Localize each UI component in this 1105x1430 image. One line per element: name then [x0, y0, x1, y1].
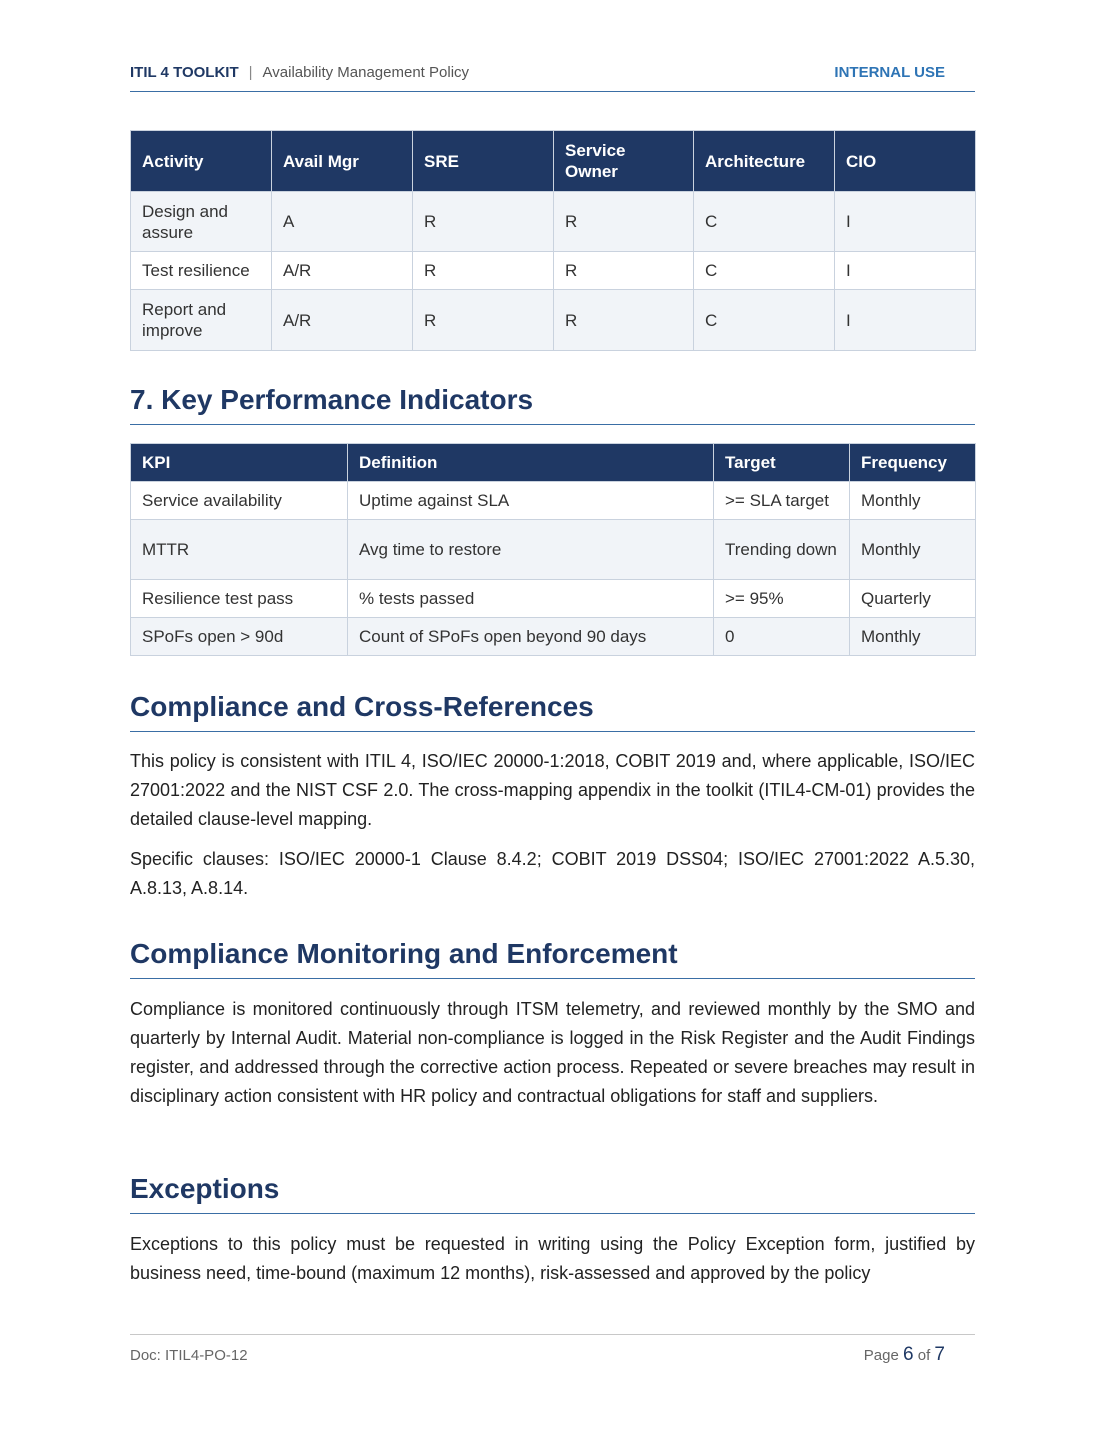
table-cell: Uptime against SLA — [348, 482, 714, 520]
page-word: Page — [863, 1347, 899, 1364]
table-cell: Monthly — [850, 618, 976, 656]
exceptions-paragraph: Exceptions to this policy must be requested in writing using the Policy Exception form, justified by business need, time-bound (maximum 12 months), risk-assessed and approved by the policy — [130, 1234, 975, 1283]
table-cell: Test resilience — [131, 252, 272, 290]
table-cell: 0 — [714, 618, 850, 656]
table-cell: Resilience test pass — [131, 580, 348, 618]
table-header-row — [131, 444, 976, 482]
table-row — [131, 520, 976, 580]
table-cell: Avg time to restore — [348, 520, 714, 580]
column-header: Activity — [131, 131, 272, 192]
column-header: Architecture — [694, 131, 835, 192]
raci-table — [130, 130, 976, 351]
page-indicator — [864, 1344, 945, 1366]
table-cell: % tests passed — [348, 580, 714, 618]
table-cell: Monthly — [850, 520, 976, 580]
table-cell: Service availability — [131, 482, 348, 520]
document-title: Availability Management Policy — [262, 64, 470, 81]
table-cell: R — [554, 192, 694, 252]
table-cell: Trending down — [714, 520, 850, 580]
table-cell: R — [413, 192, 554, 252]
table-cell: A/R — [272, 252, 413, 290]
exceptions-heading: Exceptions — [130, 1172, 975, 1214]
table-cell: C — [694, 192, 835, 252]
column-header: Service Owner — [554, 131, 694, 192]
table-header-row — [131, 131, 976, 192]
table-cell: C — [694, 290, 835, 351]
kpi-heading: 7. Key Performance Indicators — [130, 383, 975, 425]
table-cell: Report and improve — [131, 290, 272, 351]
monitoring-heading: Compliance Monitoring and Enforcement — [130, 937, 975, 979]
table-cell: A/R — [272, 290, 413, 351]
table-cell: R — [554, 252, 694, 290]
column-header: Definition — [348, 444, 714, 482]
table-cell: A — [272, 192, 413, 252]
table-cell: R — [413, 252, 554, 290]
page-footer — [130, 1334, 975, 1365]
page-header — [130, 64, 975, 92]
column-header: Frequency — [850, 444, 976, 482]
column-header: KPI — [131, 444, 348, 482]
toolkit-brand: ITIL 4 TOOLKIT — [130, 64, 239, 81]
table-cell: >= SLA target — [714, 482, 850, 520]
table-cell: Design and assure — [131, 192, 272, 252]
table-cell: R — [413, 290, 554, 351]
header-separator: | — [248, 64, 253, 81]
column-header: CIO — [835, 131, 976, 192]
table-cell: C — [694, 252, 835, 290]
column-header: Target — [714, 444, 850, 482]
document-id: Doc: ITIL4-PO-12 — [130, 1347, 248, 1364]
table-row — [131, 482, 976, 520]
page-total: 7 — [934, 1344, 945, 1365]
table-row — [131, 290, 976, 351]
table-row — [131, 192, 976, 252]
table-cell: I — [835, 252, 976, 290]
table-row — [131, 618, 976, 656]
table-cell: R — [554, 290, 694, 351]
table-cell: I — [835, 192, 976, 252]
table-row — [131, 252, 976, 290]
compliance-paragraph: This policy is consistent with ITIL 4, ISO/IEC 20000-1:2018, COBIT 2019 and, where applicable, ISO/IEC 27001:2022 and the NIST CSF 2.0. The cross-mapping appendix in the toolkit (ITIL4-CM-01) provides the detailed clause-level mapping. — [130, 751, 975, 829]
clauses-paragraph: Specific clauses: ISO/IEC 20000-1 Clause 8.4.2; COBIT 2019 DSS04; ISO/IEC 27001:2022 A.5.30, A.8.13, A.8.14. — [130, 849, 975, 898]
compliance-heading: Compliance and Cross-References — [130, 690, 975, 732]
column-header: SRE — [413, 131, 554, 192]
kpi-table — [130, 443, 976, 656]
table-row — [131, 580, 976, 618]
column-header: Avail Mgr — [272, 131, 413, 192]
table-cell: Quarterly — [850, 580, 976, 618]
table-cell: MTTR — [131, 520, 348, 580]
table-cell: >= 95% — [714, 580, 850, 618]
table-cell: Monthly — [850, 482, 976, 520]
classification-label: INTERNAL USE — [834, 64, 945, 81]
of-word: of — [917, 1347, 931, 1364]
page-number: 6 — [902, 1344, 914, 1365]
table-cell: I — [835, 290, 976, 351]
table-cell: Count of SPoFs open beyond 90 days — [348, 618, 714, 656]
table-cell: SPoFs open > 90d — [131, 618, 348, 656]
monitoring-paragraph: Compliance is monitored continuously through ITSM telemetry, and reviewed monthly by the SMO and quarterly by Internal Audit. Material non-compliance is logged in the Risk Register and the Audit Findings register, and addressed through the corrective action process. Repeated or severe breaches may result in disciplinary action consistent with HR policy and contractual obligations for staff and suppliers. — [130, 999, 975, 1106]
header-left — [130, 64, 469, 81]
